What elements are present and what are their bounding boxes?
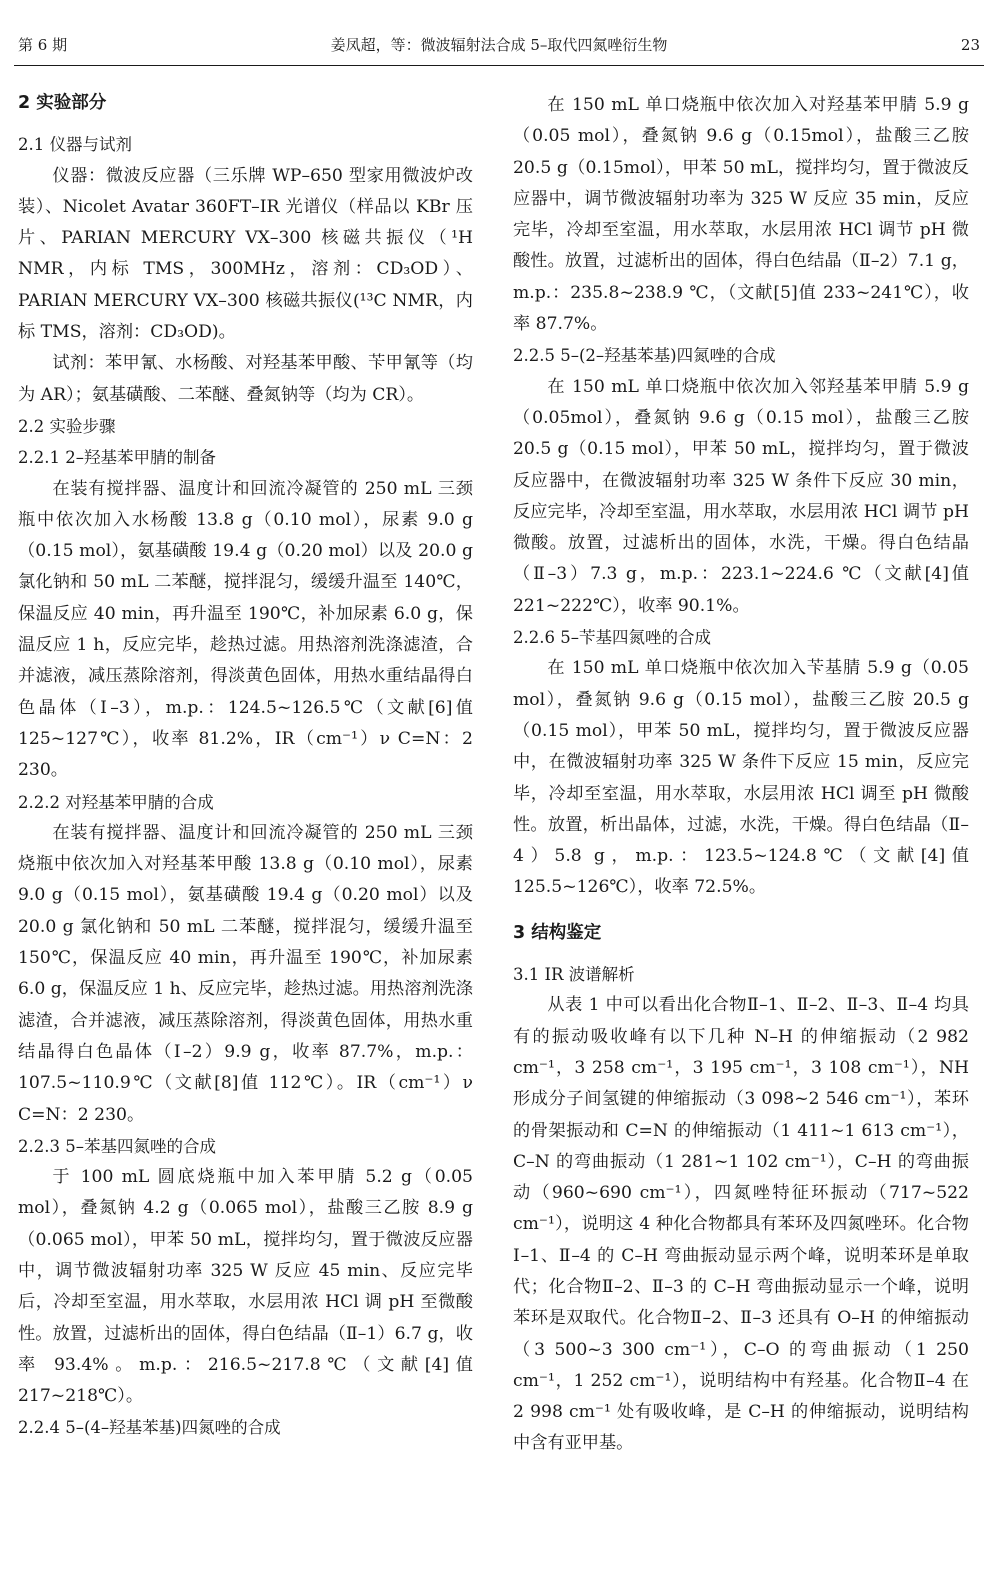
subsection-heading: 3.1 IR 波谱解析 [513,965,635,985]
page-number: 23 [960,36,980,54]
paragraph: 在装有搅拌器、温度计和回流冷凝管的 250 mL 三颈烧瓶中依次加入对羟基苯甲酸 13.8 g（0.10 mol），尿素 9.0 g（0.15 mol），氨基磺酸 19.4 g（0.20 mol）以及 20.0 g 氯化钠和 50 mL 二苯醚，搅拌混匀，缓缓升温至 150℃，保温反应 40 min，再升温至 190℃，补加尿素 6.0 g，保温反应 1 h、反应完毕，趁热过滤。用热溶剂洗涤滤渣，合并滤液，减压蒸除溶剂，得淡黄色固体，用热水重结晶得白色晶体（Ⅰ–2）9.9 g，收率 87.7%，m.p.：107.5~110.9℃（文献[8]值 112℃）。IR（cm⁻¹）ν C=N：2 230。 [18,822,473,1125]
running-header [18,30,980,60]
running-title: 姜凤超，等：微波辐射法合成 5–取代四氮唑衍生物 [330,36,668,54]
subsubsection-heading: 2.2.2 对羟基苯甲腈的合成 [18,792,214,812]
paragraph: 在 150 mL 单口烧瓶中依次加入对羟基苯甲腈 5.9 g（0.05 mol），叠氮钠 9.6 g（0.15mol），盐酸三乙胺 20.5 g（0.15mol），甲苯 50 mL，搅拌均匀，置于微波反应器中，调节微波辐射功率为 325 W 反应 35 min，反应完毕，冷却至室温，用水萃取，水层用浓 HCl 调节 pH 微酸性。放置，过滤析出的固体，得白色结晶（Ⅱ–2）7.1 g，m.p.：235.8~238.9 ℃，（文献[5]值 233~241℃），收率 87.7%。 [513,95,969,335]
subsection-heading: 2.2 实验步骤 [18,416,116,436]
right-column [513,90,969,1460]
subsubsection-heading: 2.2.4 5–(4–羟基苯基)四氮唑的合成 [18,1418,281,1438]
paragraph: 仪器：微波反应器（三乐牌 WP–650 型家用微波炉改装）、Nicolet Avatar 360FT–IR 光谱仪（样品以 KBr 压片、PARIAN MERCURY VX–300 核磁共振仪（¹H NMR，内标 TMS，300MHz，溶剂：CD₃OD）、PARIAN MERCURY VX–300 核磁共振仪(¹³C NMR，内标 TMS，溶剂：CD₃OD)。 [18,165,473,343]
section-heading: 3 结构鉴定 [513,922,602,943]
subsubsection-heading: 2.2.6 5–苄基四氮唑的合成 [513,628,711,648]
subsubsection-heading: 2.2.3 5–苯基四氮唑的合成 [18,1136,216,1156]
header-rule [14,65,984,66]
subsection-heading: 2.1 仪器与试剂 [18,135,132,155]
left-column [18,88,473,1444]
subsubsection-heading: 2.2.5 5–(2–羟基苯基)四氮唑的合成 [513,346,776,366]
paragraph: 从表 1 中可以看出化合物Ⅱ–1、Ⅱ–2、Ⅱ–3、Ⅱ–4 均具有的振动吸收峰有以下几种 N–H 的伸缩振动（2 982 cm⁻¹，3 258 cm⁻¹，3 195 cm⁻¹，3 108 cm⁻¹），NH 形成分子间氢键的伸缩振动（3 098~2 546 cm⁻¹），苯环的骨架振动和 C=N 的伸缩振动（1 411~1 613 cm⁻¹），C–N 的弯曲振动（1 281~1 102 cm⁻¹），C–H 的弯曲振动（960~690 cm⁻¹），四氮唑特征环振动（717~522 cm⁻¹），说明这 4 种化合物都具有苯环及四氮唑环。化合物Ⅰ–1、Ⅱ–4 的 C–H 弯曲振动显示两个峰，说明苯环是单取代；化合物Ⅱ–2、Ⅱ–3 的 C–H 弯曲振动显示一个峰，说明苯环是双取代。化合物Ⅱ–2、Ⅱ–3 还具有 O–H 的伸缩振动（3 500~3 300 cm⁻¹），C–O 的弯曲振动（1 250 cm⁻¹，1 252 cm⁻¹），说明结构中有羟基。化合物Ⅱ–4 在 2 998 cm⁻¹ 处有吸收峰，是 C–H 的伸缩振动，说明结构中含有亚甲基。 [513,995,969,1454]
paragraph: 试剂：苯甲氰、水杨酸、对羟基苯甲酸、苄甲氰等（均为 AR）；氨基磺酸、二苯醚、叠氮钠等（均为 CR）。 [18,353,473,405]
issue-number: 第 6 期 [18,36,68,54]
paragraph: 于 100 mL 圆底烧瓶中加入苯甲腈 5.2 g（0.05 mol），叠氮钠 4.2 g（0.065 mol），盐酸三乙胺 8.9 g（0.065 mol），甲苯 50 mL，搅拌均匀，置于微波反应器中，调节微波辐射功率 325 W 反应 45 min、反应完毕后，冷却至室温，用水萃取，水层用浓 HCl 调 pH 至微酸性。放置，过滤析出的固体，得白色结晶（Ⅱ–1）6.7 g，收率 93.4%。m.p.：216.5~217.8℃（文献[4]值 217~218℃）。 [18,1167,473,1407]
paragraph: 在装有搅拌器、温度计和回流冷凝管的 250 mL 三颈瓶中依次加入水杨酸 13.8 g（0.10 mol），尿素 9.0 g（0.15 mol），氨基磺酸 19.4 g（0.20 mol）以及 20.0 g 氯化钠和 50 mL 二苯醚，搅拌混匀，缓缓升温至 140℃，保温反应 40 min，再升温至 190℃，补加尿素 6.0 g，保温反应 1 h，反应完毕，趁热过滤。用热溶剂洗涤滤渣，合并滤液，减压蒸除溶剂，得淡黄色固体，用热水重结晶得白色晶体（Ⅰ–3），m.p.：124.5~126.5℃（文献[6]值 125~127℃），收率 81.2%，IR（cm⁻¹）ν C=N：2 230。 [18,478,473,781]
section-heading: 2 实验部分 [18,93,107,113]
subsubsection-heading: 2.2.1 2–羟基苯甲腈的制备 [18,448,216,468]
paragraph: 在 150 mL 单口烧瓶中依次加入苄基腈 5.9 g（0.05 mol），叠氮钠 9.6 g（0.15 mol），盐酸三乙胺 20.5 g（0.15 mol），甲苯 50 mL，搅拌均匀，置于微波反应器中，在微波辐射功率 325 W 条件下反应 15 min，反应完毕，冷却至室温，用水萃取，水层用浓 HCl 调至 pH 微酸性。放置，析出晶体，过滤，水洗，干燥。得白色结晶（Ⅱ–4）5.8 g，m.p.：123.5~124.8℃（文献[4]值 125.5~126℃），收率 72.5%。 [513,658,969,898]
paragraph: 在 150 mL 单口烧瓶中依次加入邻羟基苯甲腈 5.9 g（0.05mol），叠氮钠 9.6 g（0.15 mol），盐酸三乙胺 20.5 g（0.15 mol），甲苯 50 mL，搅拌均匀，置于微波反应器中，在微波辐射功率 325 W 条件下反应 30 min，反应完毕，冷却至室温，用水萃取，水层用浓 HCl 调节 pH 微酸。放置，过滤析出的固体，水洗，干燥。得白色结晶（Ⅱ–3）7.3 g，m.p.：223.1~224.6 ℃（文献[4]值 221~222℃），收率 90.1%。 [513,376,969,616]
